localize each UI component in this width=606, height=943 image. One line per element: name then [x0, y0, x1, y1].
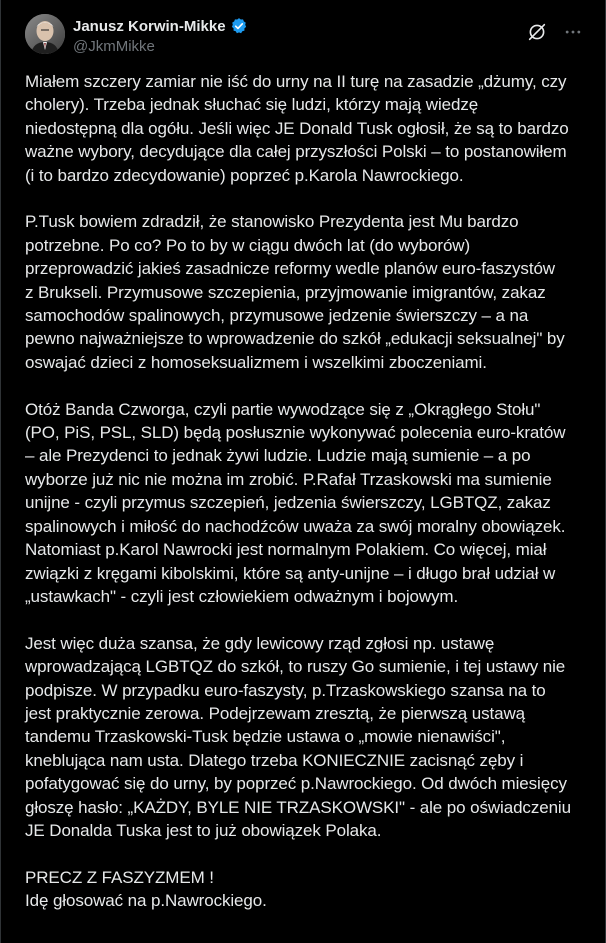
tweet-paragraph [25, 210, 595, 374]
tweet-paragraph [25, 866, 595, 913]
tweet-text-line: spalinowych i miłość do nachodźców uważa za swój moralny obowiązek. [25, 516, 566, 536]
tweet-paragraph [25, 398, 595, 609]
tweet-text-line: podpisze. W przypadku euro-faszysty, p.Trzaskowskiego szansa na to [25, 680, 546, 700]
display-name-row [73, 16, 248, 36]
tweet-text-line: Jest więc duża szansa, że gdy lewicowy rząd zgłosi np. ustawę [25, 633, 495, 653]
verified-badge-icon[interactable] [230, 17, 248, 35]
tweet-text-line: JE Donalda Tuska jest to już obowiązek Polaka. [25, 820, 382, 840]
tweet-text-line: tandemu Trzaskowski-Tusk będzie ustawa o „mowie nienawiści", [25, 727, 506, 747]
tweet-text-line: Natomiast p.Karol Nawrocki jest normalnym Polakiem. Co więcej, miał [25, 540, 547, 560]
avatar-image [25, 14, 65, 54]
tweet-text-line: (PO, PiS, PSL, SLD) będą posłusznie wykonywać polecenia euro-kratów [25, 423, 566, 443]
tweet-text-line: pofatygować się do urny, by poprzeć p.Nawrockiego. Od dwóch miesięcy [25, 774, 567, 794]
tweet-text-line: oswajać dzieci z homoseksualizmem i wszelkimi zboczeniami. [25, 352, 487, 372]
grok-button[interactable] [525, 20, 549, 44]
tweet-text-line: unijne - czyli przymus szczepień, jedzenia świerszczy, LGBTQZ, zakaz [25, 493, 551, 513]
tweet-text-line: P.Tusk bowiem zdradził, że stanowisko Prezydenta jest Mu bardzo [25, 212, 519, 232]
author-display-name[interactable]: Janusz Korwin-Mikke [73, 17, 226, 35]
tweet-text-line: samochodów spalinowych, przymusowe jedzenie świerszczy – a na [25, 306, 529, 326]
author-handle[interactable]: @JkmMikke [73, 38, 155, 55]
tweet-paragraph [25, 70, 595, 187]
tweet-text-line: Idę głosować na p.Nawrockiego. [25, 891, 267, 911]
tweet-text-line: ważne wybory, decydujące dla całej przyszłości Polski – to postanowiłem [25, 142, 567, 162]
tweet-text-line: kneblująca nam usta. Dlatego trzeba KONIECZNIE zacisnąć zęby i [25, 750, 524, 770]
tweet-text-line: niedostępną dla ogółu. Jeśli więc JE Donald Tusk ogłosił, że są to bardzo [25, 118, 569, 138]
tweet-text-line: wprowadzającą LGBTQZ do szkół, to ruszy Go sumienie, i tej ustawy nie [25, 657, 566, 677]
tweet-text-line: Miałem szczery zamiar nie iść do urny na II turę na zasadzie „dżumy, czy [25, 72, 567, 91]
tweet-text-line: PRECZ Z FASZYZMEM ! [25, 867, 214, 887]
tweet-text-line: „ustawkach" - czyli jest człowiekiem odważnym i bojowym. [25, 586, 459, 606]
tweet-header [25, 14, 589, 62]
tweet-text-line: (i to bardzo zdecydowanie) poprzeć p.Karola Nawrockiego. [25, 165, 464, 185]
tweet-text-line: jest praktycznie zerowa. Podejrzewam zresztą, że pierwszą ustawą [25, 703, 526, 723]
tweet-text-line: – ale Prezydenci to jednak żywi ludzie. Ludzie mają sumienie – a po [25, 446, 531, 466]
tweet-text-line: głoszę hasło: „KAŻDY, BYLE NIE TRZASKOWSKI" - ale po oświadczeniu [25, 797, 571, 817]
author-names [73, 16, 248, 58]
tweet-text-line: z Brukseli. Przymusowe szczepienia, przyjmowanie imigrantów, zakaz [25, 282, 546, 302]
tweet-text-line: cholery). Trzeba jednak słuchać się ludzi, którzy mają wiedzę [25, 95, 479, 115]
tweet-text-line: Otóż Banda Czworga, czyli partie wywodzące się z „Okrągłego Stołu" [25, 399, 541, 419]
tweet-text [25, 70, 595, 913]
tweet-text-line: pewno najważniejsze to wprowadzenie do szkół „edukacji seksualnej" by [25, 329, 565, 349]
more-icon [563, 22, 583, 42]
tweet-text-line: potrzebne. Po co? Po to by w ciągu dwóch lat (do wyborów) [25, 235, 471, 255]
more-options-button[interactable] [561, 20, 585, 44]
tweet-paragraph [25, 632, 595, 843]
avatar[interactable] [25, 14, 65, 54]
tweet-text-line: przeprowadzić jakieś zasadnicze reformy wedle planów euro-faszystów [25, 259, 555, 279]
tweet-text-line: wyborze już nic nie można im zrobić. P.Rafał Trzaskowski ma sumienie [25, 469, 552, 489]
grok-icon [526, 21, 548, 43]
tweet-text-line: związki z kręgami kibolskimi, które są anty-unijne – i długo brał udział w [25, 563, 556, 583]
